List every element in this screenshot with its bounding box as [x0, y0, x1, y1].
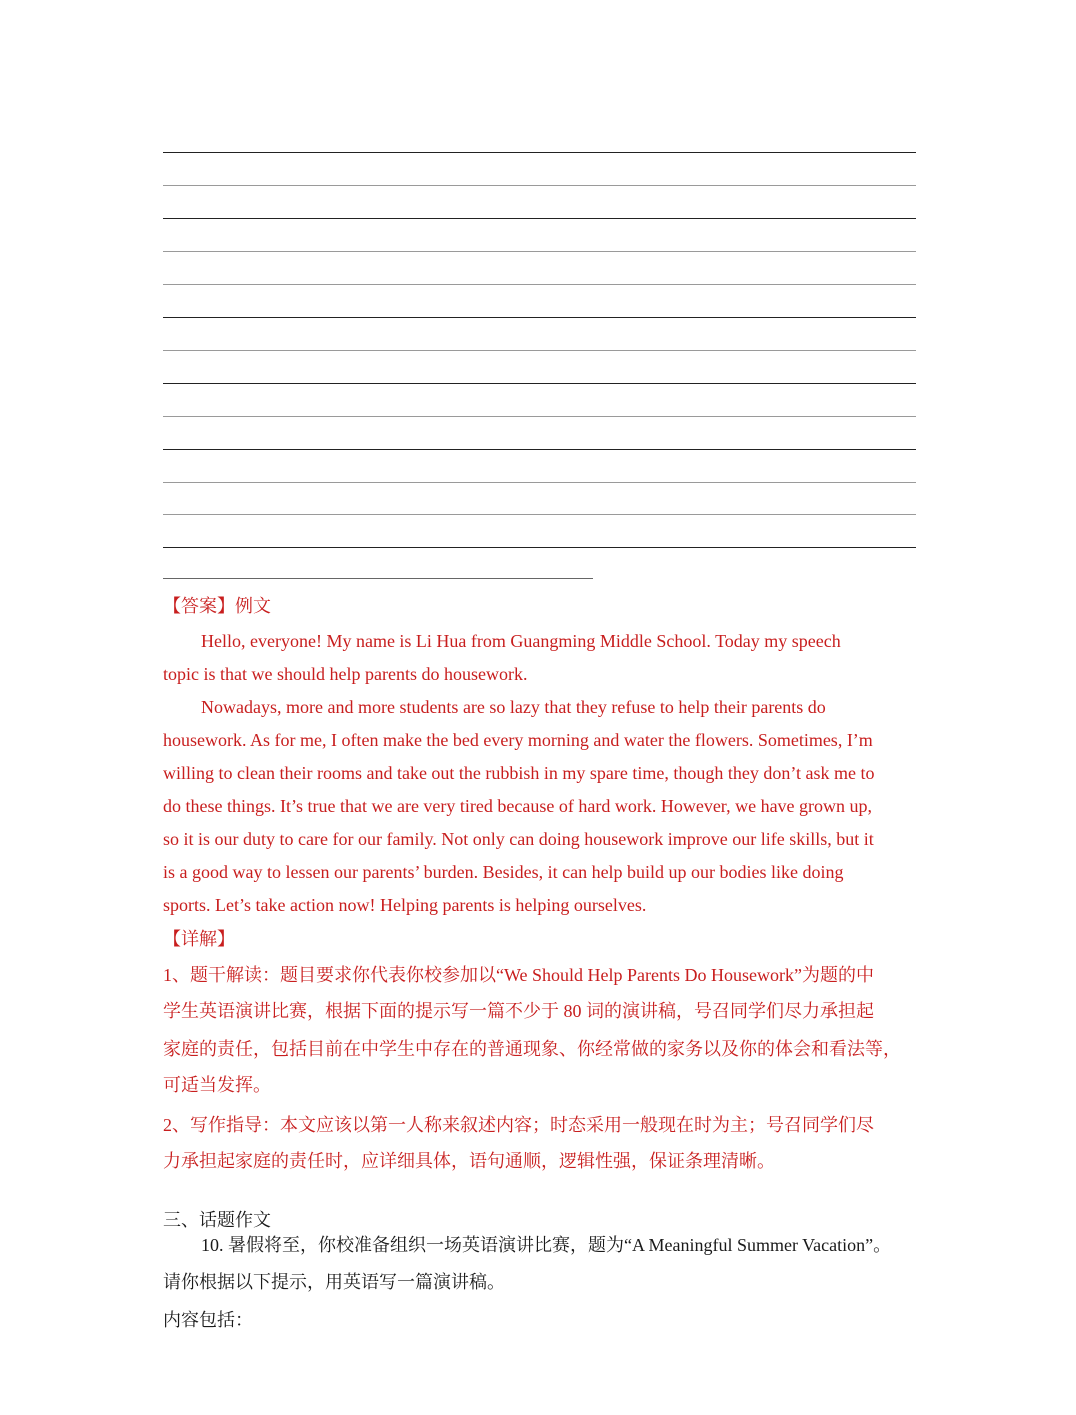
answer-line: sports. Let’s take action now! Helping parents is helping ourselves. [163, 895, 647, 915]
writing-line [163, 185, 916, 186]
writing-line [163, 383, 916, 384]
question-line: 内容包括： [163, 1310, 253, 1330]
question-line: 请你根据以下提示，用英语写一篇演讲稿。 [163, 1272, 505, 1292]
writing-line [163, 514, 916, 515]
section-divider [163, 578, 593, 579]
explain-line: 可适当发挥。 [163, 1075, 271, 1095]
writing-line [163, 449, 916, 450]
writing-line [163, 284, 916, 285]
explain-line: 1、题干解读：题目要求你代表你校参加以“We Should Help Parents Do Housework”为题的中 [163, 965, 874, 985]
explain-line: 学生英语演讲比赛，根据下面的提示写一篇不少于 80 词的演讲稿，号召同学们尽力承担起 [163, 1001, 874, 1021]
writing-line [163, 152, 916, 153]
answer-line: housework. As for me, I often make the bed every morning and water the flowers. Sometimes, I’m [163, 730, 873, 750]
writing-line [163, 547, 916, 548]
answer-line: is a good way to lessen our parents’ burden. Besides, it can help build up our bodies like doing [163, 862, 844, 882]
question-line: 10. 暑假将至，你校准备组织一场英语演讲比赛，题为“A Meaningful Summer Vacation”。 [201, 1235, 892, 1255]
answer-line: Hello, everyone! My name is Li Hua from Guangming Middle School. Today my speech [201, 631, 841, 651]
writing-line [163, 350, 916, 351]
writing-lines [163, 0, 916, 580]
explain-line: 2、写作指导：本文应该以第一人称来叙述内容；时态采用一般现在时为主；号召同学们尽 [163, 1115, 874, 1135]
answer-line: do these things. It’s true that we are very tired because of hard work. However, we have grown up, [163, 796, 873, 816]
explain-line: 力承担起家庭的责任时，应详细具体，语句通顺，逻辑性强，保证条理清晰。 [163, 1151, 775, 1171]
explain-heading: 【详解】 [163, 929, 235, 949]
answer-line: willing to clean their rooms and take out the rubbish in my spare time, though they don’t ask me to [163, 763, 875, 783]
writing-line [163, 317, 916, 318]
writing-line [163, 416, 916, 417]
writing-line [163, 482, 916, 483]
section-title: 三、话题作文 [163, 1210, 271, 1230]
explain-line: 家庭的责任，包括目前在中学生中存在的普通现象、你经常做的家务以及你的体会和看法等， [163, 1039, 901, 1059]
answer-line: Nowadays, more and more students are so lazy that they refuse to help their parents do [201, 697, 826, 717]
writing-line [163, 218, 916, 219]
answer-heading: 【答案】例文 [163, 596, 271, 616]
answer-line: so it is our duty to care for our family. Not only can doing housework improve our life skills, but it [163, 829, 874, 849]
writing-line [163, 251, 916, 252]
answer-line: topic is that we should help parents do housework. [163, 664, 528, 684]
